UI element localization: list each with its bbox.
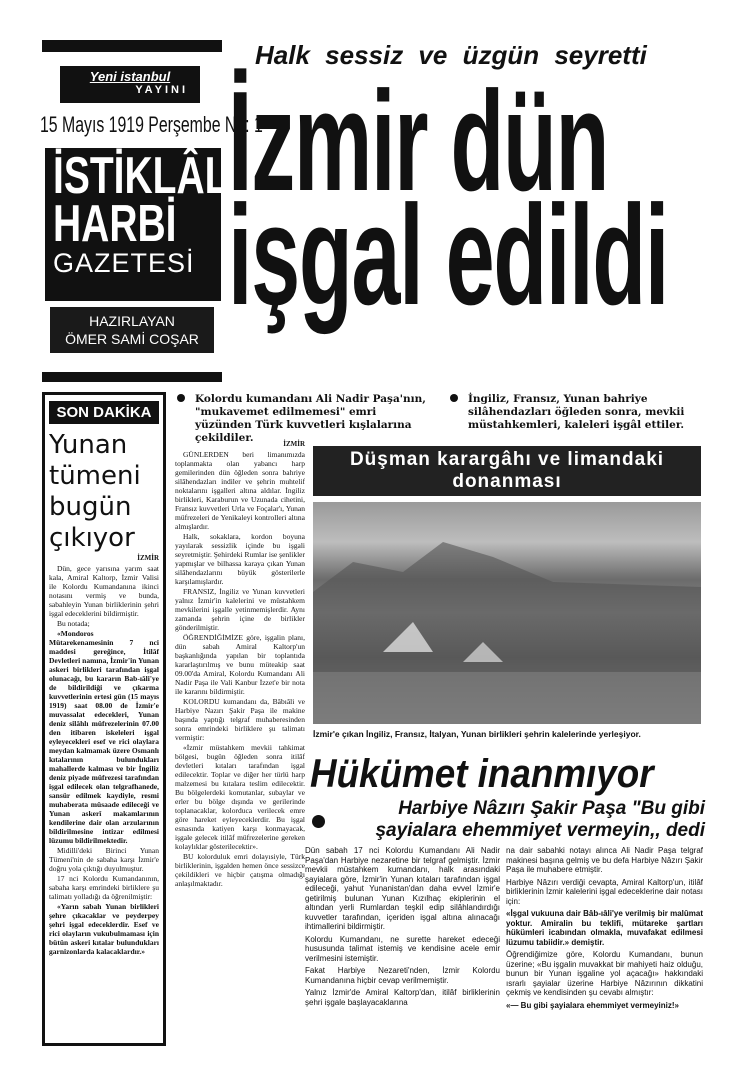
paragraph: Dün, gece yarısına yarım saat kala, Amiral Kaltorp, İzmir Valisi ile Kolordu Kumandanına ikinci notasını vermiş ve bunda, sabahleyin Yunan birliklerinin şehri işgal edeceklerini bildirmiştir. xyxy=(49,564,159,618)
paragraph: Fakat Harbiye Nezareti'nden, İzmir Kolordu Kumandanına hiçbir cevap verilmemiştir. xyxy=(305,966,500,985)
main-headline-line-2: işgal edildi xyxy=(228,176,669,335)
breaking-badge: SON DAKİKA xyxy=(49,401,159,424)
paragraph: Harbiye Nâzırı verdiği cevapta, Amiral Kaltorp'un, itilâf birliklerinin İzmir kalelerini işgal edeceklerine dair notası için: xyxy=(506,877,703,906)
rule-top xyxy=(42,40,222,52)
paragraph: Yalnız İzmir'de Amiral Kaltorp'dan, itilâf birliklerinin şehri işgale başlayacaklarına xyxy=(305,988,500,1007)
title-line-2: HARBİ xyxy=(53,195,177,253)
paragraph: ÖĞRENDİĞİMİZE göre, işgalin planı, dün sabah Amiral Kaltorp'un başkanlığında yapılan bir toplantıda kararlaştırılmış ve bunu müteakip saat 09.00'da Amiral, Kolordu Kumandanı Ali Nadir Paşa ile Vali Kanbur İzzet'e bir nota ile kararını bildirmiştir. xyxy=(175,633,305,696)
breaking-news-box xyxy=(42,392,166,1046)
title-line-3: GAZETESİ xyxy=(53,248,195,278)
credits-name: ÖMER SAMİ COŞAR xyxy=(65,331,199,347)
story-column-1 xyxy=(305,846,500,1010)
main-headline-line-1: İzmir dün xyxy=(228,62,609,221)
paragraph: FRANSIZ, İngiliz ve Yunan kuvvetleri yalnız İzmir'in kalelerini ve müstahkem mevkilerini işgalle yetinmemişlerdir. Aynı zamanda şehrin içine de birlikler gönderilmiştir. xyxy=(175,587,305,632)
date-line: 15 Mayıs 1919 Perşembe No: 1 xyxy=(40,112,263,137)
paragraph: GÜNLERDEN beri limanımızda toplanmakta olan yabancı harp gemilerinden dün öğleden sonra bahriye silâhendazları indiler ve şehrin muhtelif noktalarını işgalleri altına aldılar. İngiliz birlikleri, Karaburun ve Uzunada cihetini, Fransız kuvvetleri Urla ve Foçalar'ı, Yunan müfrezeleri de Yenikaleyi kontrolleri altına almışlardır. xyxy=(175,450,305,531)
paragraph: «İzmir müstahkem mevkii tahkimat bölgesi, bugün öğleden sonra itilâf devletleri kıtaları tarafından işgal edilecektir. Toplar ve diğer her türlü harp malzemesi bu kıtalara teslim edilecektir. Bu bölgelerdeki komutanlar, subaylar ve erler bu bölge dışında ve gerilerinde toplanacaklar, kolorduca verilecek emre göre hareket eyleyeceklerdir. Bu işgal esnasında katiyen karşı konmayacak, işgale gelecek itilâf müfrezelerine gereken kolaylıklar gösterilecektir». xyxy=(175,743,305,851)
headline-line: çıkıyor xyxy=(49,523,135,553)
headline-line: tümeni xyxy=(49,461,141,491)
title-line-1: İSTİKLÂL xyxy=(53,147,229,205)
bullet-icon xyxy=(177,394,185,402)
dateline: İZMİR xyxy=(283,440,305,448)
photo-caption: İzmir'e çıkan İngiliz, Fransız, İtalyan, Yunan birlikleri şehrin kalelerinde yerleşiyor. xyxy=(313,729,641,739)
publisher-sub: YAYINI xyxy=(135,84,188,96)
paragraph: Öğrendiğimize göre, Kolordu Kumandanı, bunun üzerine; «Bu işgalin muvakkat bir mahiyeti haiz olduğu, bunun bir Yunan işgaline yol açacağı» hakkındaki ısrarlı şayialar üzerine Harbiye Nâzırının dikkatini çekmiş ve kendisinden şu cevabı almıştır: xyxy=(506,950,703,997)
bullet-icon xyxy=(312,815,325,828)
paragraph: «— Bu gibi şayialara ehemmiyet vermeyiniz!» xyxy=(506,1000,679,1010)
paragraph: Dün sabah 17 nci Kolordu Kumandanı Ali Nadir Paşa'dan Harbiye nezaretine bir telgraf gelmiştir. İzmir mevkii müstahkem kumandanı, halk arasındaki şayialara göre, İzmir'in Yunan kıtaları tarafından işgal edileceği, yahut Yunanistan'dan daha evvel İzmir'e getirilmiş bulunan Yunan Kızılhaç ekiplerinin el altından yerli Rumlardan teşkil edip silâhlandırdığı kuvvetler tarafından, içeriden işgal altına alınacağı ihtimallerini bildirmiştir. xyxy=(305,846,500,931)
harbor-photo xyxy=(313,502,701,724)
rule-bottom xyxy=(42,372,222,382)
paragraph: 17 nci Kolordu Kumandanının, sabaha karşı emrindeki birliklere şu talimatı yolladığı da öğrenilmiştir: xyxy=(49,874,159,901)
dateline: İZMİR xyxy=(137,554,159,562)
bullet-summary-2 xyxy=(468,393,703,432)
bullet-text: Kolordu kumandanı Ali Nadir Paşa'nın, "mukavemet edilmemesi" emri yüzünden Türk kuvvetleri kışlalarına çekildiler. xyxy=(195,393,426,444)
headline-line: bugün xyxy=(49,492,132,522)
publisher-logo xyxy=(60,66,200,103)
kicker-headline: Halk sessiz ve üzgün seyretti xyxy=(255,40,647,70)
paragraph: na dair sabahki notayı alınca Ali Nadir Paşa telgraf makinesi başına gelmiş ve bu defa Harbiye Nâzırı Şakir Paşa ile muhabere etmiştir. xyxy=(506,846,703,874)
sidebar-headline xyxy=(49,430,159,554)
photo-shapes xyxy=(313,502,701,724)
credits-label: HAZIRLAYAN xyxy=(89,313,175,329)
newspaper-title xyxy=(45,147,229,301)
bullet-summary-1 xyxy=(195,393,435,445)
story-headline: Hükümet inanmıyor xyxy=(310,752,654,796)
paragraph: Midilli'deki Birinci Yunan Tümeni'nin de sabaha karşı İzmir'e doğru yola çıktığı duyulmuştur. xyxy=(49,846,159,873)
paragraph: Kolordu Kumandanı, ne surette hareket edeceği hususunda talimat istemiş ve kendisine acele emir verilmesini istemiştir. xyxy=(305,934,500,963)
middle-column xyxy=(175,440,305,889)
paragraph: «Yarın sabah Yunan birlikleri şehre çıkacaklar ve peyderpey şehri işgal edeceklerdir. Esef ve rici olayların vukubulmaması için bütün askeri kıtalar bulundukları garnizonlarda kalacaklardır.» xyxy=(49,902,159,956)
paragraph: «İşgal vukuuna dair Bâb-ıâli'ye verilmiş bir malûmat yoktur. Amiralin bu teklifi, mütareke şartları hükümleri icabından olmakla, muvafakat edilmesi lüzumu tabiidir.» demiştir. xyxy=(506,909,703,947)
paragraph: KOLORDU kumandanı da, Bâbıâli ve Harbiye Nazırı Şakir Paşa ile makine başında yaptığı telgraf muhaberesinden sonra emrindeki birliklere şu talimatı vermiştir: xyxy=(175,697,305,742)
paragraph: BU kolorduluk emri dolayısiyle, Türk birliklerinin, işgalden hemen önce sessizce çekildikleri ve hiçbir çatışma olmadığı anlaşılmaktadır. xyxy=(175,852,305,888)
headline-line: Yunan xyxy=(49,430,128,460)
publisher-name: Yeni istanbul xyxy=(89,69,171,84)
paragraph: «Mondoros Mütarekenamesinin 7 nci maddesi gereğince, İtilâf Devletleri namına, İzmir'in Yunan askeri birlikleri tarafından işgal olunacağı, bu kararın Bab-ıâli'ye de bildirildiği ve çıkarma kuvvetlerinin ertesi gün (15 mayıs 1919) saat 08.00 de İzmir'e muvassalat edecekleri, Yunan deniz silâhlı müfrezelerinin 07.00 den itibaren iskeleleri işgal eyleyecekleri esef ve rici olaylara meydan kalmamak üzere Osmanlı kıtalarının bulundukları mahallerde kalması ve bir İngiliz deniz piyade müfrezesi tarafından işgal edilecek olan telgrafhanede, sansür edilmek kaydiyle, resmi muhaberata müsaade edileceği ve Yunan askerî makamlarının kendilerine dair olan arzularının bildirilmesine intizar edilmesi lüzumu bildirilmektedir. xyxy=(49,629,159,845)
sidebar-body xyxy=(49,554,159,956)
story-subheadline: Harbiye Nâzırı Şakir Paşa "Bu gibi şayialara ehemmiyet vermeyin,, dedi xyxy=(375,798,705,841)
photo-headline: Düşman karargâhı ve limandaki donanması xyxy=(313,446,701,496)
paragraph: Halk, sokaklara, kordon boyuna yayılarak sessizlik içinde bu işgali seyretmiştir. Şehirdeki Rumlar ise şenlikler yapmışlar ve bilhassa karaya çıkan Yunan silâhendazlarını büyük gösterilerle karşılamışlardır. xyxy=(175,532,305,586)
credits-box xyxy=(50,307,214,353)
bullet-icon xyxy=(450,394,458,402)
paragraph: Bu notada; xyxy=(57,619,90,628)
bullet-text: İngiliz, Fransız, Yunan bahriye silâhendazları öğleden sonra, mevkii müstahkemleri, kaleleri işgâl ettiler. xyxy=(468,393,685,431)
story-column-2 xyxy=(506,846,703,1013)
